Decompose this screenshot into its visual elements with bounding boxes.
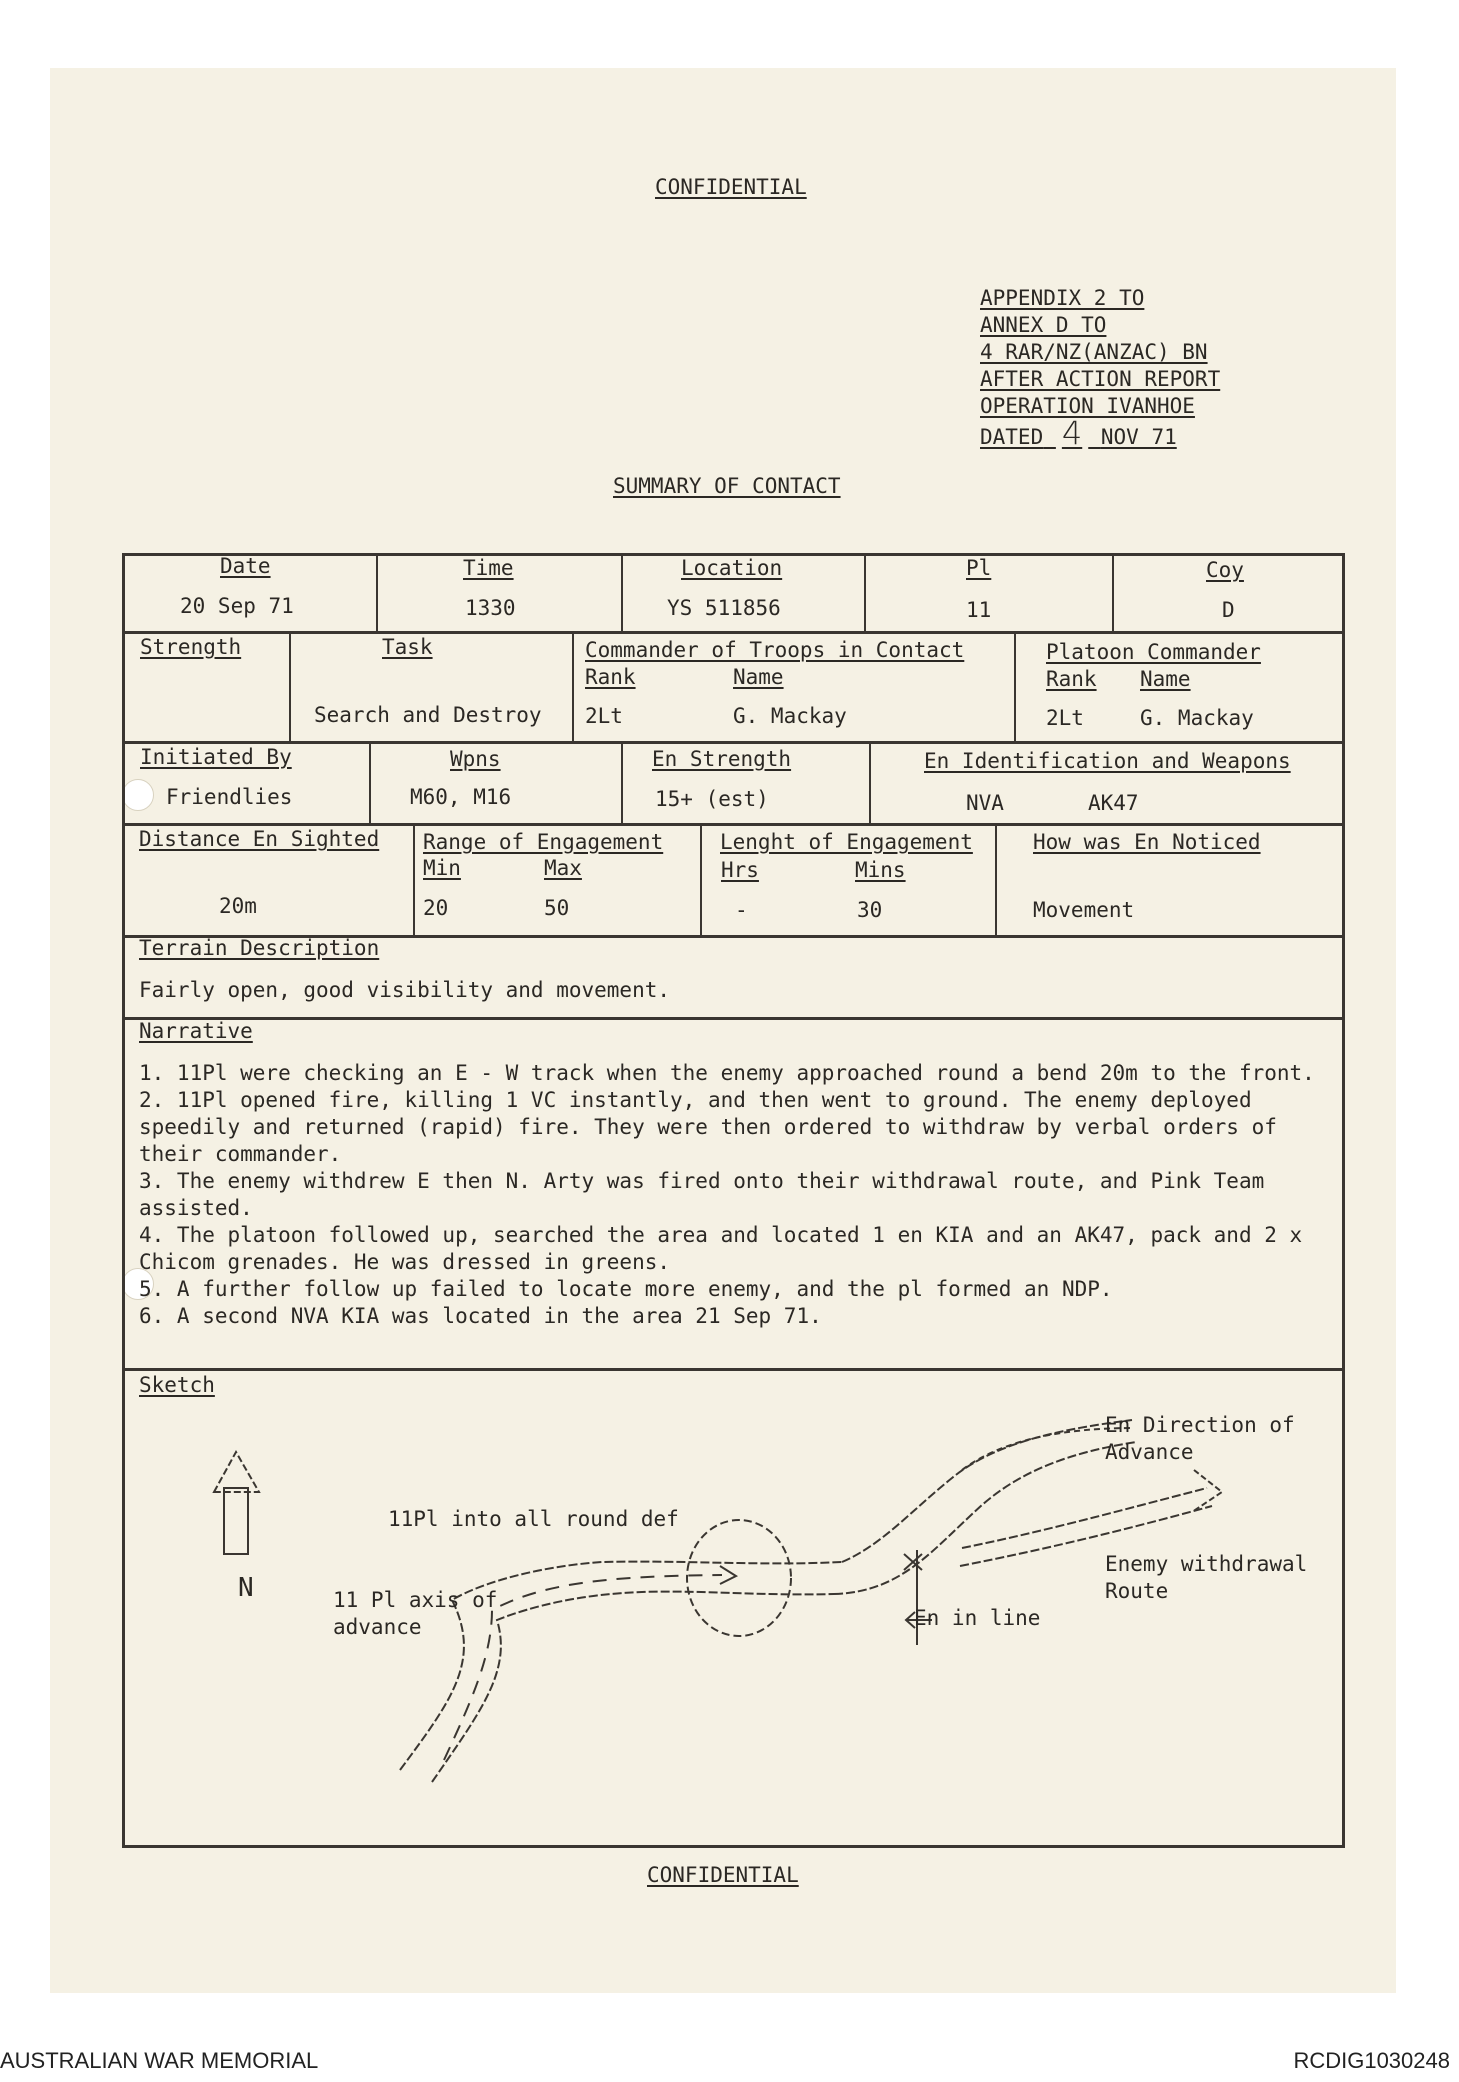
wpns-value: M60, M16 (410, 785, 512, 809)
task-label: Task (382, 635, 433, 659)
track-bend-top (842, 1420, 1132, 1562)
mins-value: 30 (857, 898, 883, 922)
rule-row2-bottom (122, 741, 1342, 744)
date-label: Date (220, 554, 271, 578)
max-value: 50 (544, 896, 570, 920)
wpns-label: Wpns (450, 747, 501, 771)
narrative-item: 3. The enemy withdrew E then N. Arty was fired onto their withdrawal route, and Pink Team assisted. (139, 1169, 1265, 1220)
classification-top: CONFIDENTIAL (655, 175, 807, 199)
narrative-item: 5. A further follow up failed to locate more enemy, and the pl formed an NDP. (139, 1277, 1113, 1301)
min-value: 20 (423, 896, 449, 920)
mins-label: Mins (855, 858, 906, 882)
time-label: Time (463, 556, 514, 580)
appendix-line-2: ANNEX D TO (980, 313, 1107, 337)
row1-div-2 (621, 553, 623, 632)
narrative-item: 1. 11Pl were checking an E - W track when the enemy approached round a bend 20m to the front. (139, 1061, 1315, 1085)
en-strength-label: En Strength (652, 747, 792, 771)
classification-bottom: CONFIDENTIAL (647, 1863, 799, 1887)
pc-name-value: G. Mackay (1140, 706, 1254, 730)
dated-day-handwritten: 4 (1061, 414, 1083, 452)
pc-name-label: Name (1140, 667, 1191, 691)
row3-div-3 (869, 742, 871, 824)
hrs-label: Hrs (721, 858, 759, 882)
cot-rank-value: 2Lt (585, 704, 623, 728)
distance-label: Distance En Sighted (139, 827, 380, 851)
coy-label: Coy (1206, 558, 1244, 582)
time-value: 1330 (465, 596, 516, 620)
sketch-withdrawal-line2: Route (1105, 1579, 1169, 1603)
row3-div-1 (369, 742, 371, 824)
initiated-label: Initiated By (140, 745, 292, 769)
narrative-body (139, 1060, 1329, 1330)
sketch-label: Sketch (139, 1373, 215, 1397)
coy-value: D (1222, 598, 1235, 622)
dated-line (980, 414, 1177, 452)
initiated-value: Friendlies (166, 785, 293, 809)
distance-value: 20m (219, 894, 257, 918)
narrative-item: 4. The platoon followed up, searched the area and located 1 en KIA and an AK47, pack and 2 x Chicom grenades. He was dressed in greens. (139, 1223, 1303, 1274)
cot-rank-label: Rank (585, 665, 636, 689)
sketch-en-in-line: En in line (914, 1606, 1041, 1630)
min-label: Min (423, 856, 461, 880)
appendix-line-1: APPENDIX 2 TO (980, 286, 1145, 310)
row4-div-3 (995, 824, 997, 936)
pc-rank-value: 2Lt (1046, 706, 1084, 730)
narrative-label: Narrative (139, 1019, 253, 1043)
sketch-en-dir-line1: En Direction of (1105, 1413, 1295, 1437)
hrs-value: - (735, 898, 748, 922)
axis-arrowhead-icon (720, 1566, 736, 1584)
terrain-label: Terrain Description (139, 936, 380, 960)
max-label: Max (544, 856, 582, 880)
pc-rank-label: Rank (1046, 667, 1097, 691)
appendix-line-4: AFTER ACTION REPORT (980, 367, 1221, 391)
en-weapon-value: AK47 (1088, 791, 1139, 815)
row2-div-3 (1014, 632, 1016, 742)
sketch-all-round-def: 11Pl into all round def (388, 1507, 679, 1531)
narrative-item: 2. 11Pl opened fire, killing 1 VC instantly, and then went to ground. The enemy deployed speedily and returned (rapid) fire. They were then ordered to withdraw by verbal orders of their commander. (139, 1088, 1277, 1166)
length-label: Lenght of Engagement (720, 830, 973, 854)
range-label: Range of Engagement (423, 830, 664, 854)
row1-div-1 (376, 553, 378, 632)
row2-div-1 (289, 632, 291, 742)
row3-div-2 (621, 742, 623, 824)
noticed-label: How was En Noticed (1033, 830, 1261, 854)
pl-label: Pl (966, 556, 992, 580)
rule-row1-bottom (122, 631, 1342, 634)
pl-value: 11 (966, 598, 992, 622)
footer-record-id: RCDIG1030248 (1293, 2048, 1450, 2073)
pc-label: Platoon Commander (1046, 640, 1261, 664)
task-value: Search and Destroy (314, 703, 542, 727)
en-strength-value: 15+ (est) (655, 787, 769, 811)
page-title: SUMMARY OF CONTACT (613, 474, 841, 498)
dated-rest: NOV 71 (1100, 425, 1177, 449)
row2-div-2 (572, 632, 574, 742)
row1-div-3 (864, 553, 866, 632)
row4-div-1 (413, 824, 415, 936)
narrative-item: 6. A second NVA KIA was located in the area 21 Sep 71. (139, 1304, 822, 1328)
location-label: Location (681, 556, 783, 580)
appendix-line-5: OPERATION IVANHOE (980, 394, 1195, 418)
date-value: 20 Sep 71 (180, 594, 294, 618)
all-round-def-circle (687, 1520, 791, 1636)
sketch-en-dir-line2: Advance (1105, 1440, 1194, 1464)
dated-label: DATED (980, 425, 1044, 449)
en-ident-label: En Identification and Weapons (924, 749, 1291, 773)
terrain-value: Fairly open, good visibility and movement. (139, 978, 671, 1002)
north-arrow-icon (224, 1488, 248, 1554)
footer-institution: AUSTRALIAN WAR MEMORIAL (0, 2048, 319, 2073)
sketch-north-label: N (238, 1573, 254, 1603)
sketch-axis-line2: advance (333, 1615, 422, 1639)
north-arrowhead-icon (214, 1452, 259, 1492)
cot-name-label: Name (733, 665, 784, 689)
cot-label: Commander of Troops in Contact (585, 638, 965, 662)
row1-div-4 (1112, 553, 1114, 632)
en-ident-value: NVA (966, 791, 1004, 815)
appendix-line-3: 4 RAR/NZ(ANZAC) BN (980, 340, 1208, 364)
sketch-withdrawal-line1: Enemy withdrawal (1105, 1552, 1308, 1576)
noticed-value: Movement (1033, 898, 1135, 922)
cot-name-value: G. Mackay (733, 704, 847, 728)
location-value: YS 511856 (667, 596, 781, 620)
strength-label: Strength (140, 635, 242, 659)
rule-terrain-bottom (122, 1017, 1342, 1020)
row4-div-2 (700, 824, 702, 936)
sketch-axis-line1: 11 Pl axis of (333, 1588, 498, 1612)
